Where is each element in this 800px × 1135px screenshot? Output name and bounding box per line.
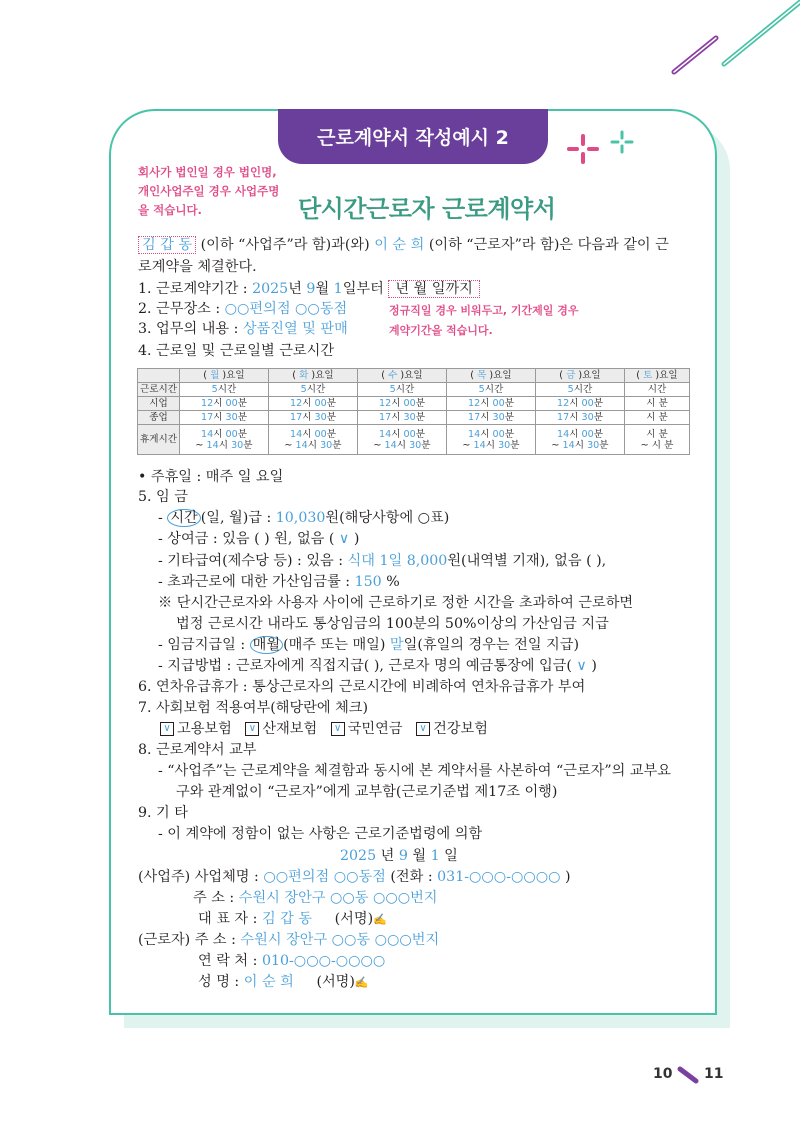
payday-text: (매주 또는 매일) — [283, 637, 390, 653]
table-row — [138, 397, 690, 411]
cell-unit: )요일 — [578, 370, 601, 381]
start-time-cell — [625, 397, 690, 411]
date-unit: 월 — [407, 848, 431, 864]
bonus-text: ) — [349, 531, 360, 547]
pen-icon: ✍ — [373, 913, 387, 926]
cell-unit: 분 — [658, 428, 668, 440]
cell-unit: 분 — [332, 439, 342, 451]
cell-unit: 시 — [480, 398, 490, 409]
cell-unit: )요일 — [489, 370, 512, 381]
cell-value: 화 — [299, 370, 309, 381]
cell-unit: 시 — [391, 428, 401, 440]
row-label: 시업 — [138, 397, 180, 411]
field-label: 대 표 자 : — [198, 911, 262, 927]
cell-unit: 분 — [326, 428, 337, 440]
cell-unit: 분 — [415, 412, 426, 423]
row-label: 휴게시간 — [138, 425, 180, 455]
cell-value: 12 — [200, 398, 214, 409]
overtime-rate — [158, 571, 400, 593]
end-time-cell — [536, 411, 625, 425]
address-value: 수원시 장안구 ○○동 ○○○번지 — [240, 932, 440, 948]
cell-value: 30 — [225, 412, 238, 423]
payday-text: 일(휴일의 경우는 전일 지급) — [403, 637, 579, 653]
insurance-label: 산재보험 — [262, 721, 318, 737]
cell-unit: )요일 — [655, 370, 678, 381]
period-note — [389, 301, 579, 341]
cell-unit: 시 — [485, 439, 496, 451]
address-value: 수원시 장안구 ○○동 ○○○번지 — [238, 890, 438, 906]
pay-method — [158, 655, 597, 677]
date-unit: 년 — [376, 848, 399, 864]
cell-unit: 분 — [593, 428, 604, 440]
section-title-tab — [278, 109, 548, 164]
document-title: 단시간근로자 근로계약서 — [298, 195, 556, 223]
method-text: - 지급방법 : 근로자에게 직접지급( ), 근로자 명의 예금통장에 입금( — [158, 658, 577, 674]
cell-value: 30 — [498, 439, 511, 451]
cell-unit: 시 — [396, 439, 407, 451]
circled-option: 매월 — [250, 636, 283, 654]
cell-unit: 분 — [415, 398, 426, 409]
table-row — [138, 369, 690, 383]
start-time-cell — [269, 397, 358, 411]
cell-value: 14 — [206, 439, 219, 451]
field-label: 성 명 : — [198, 974, 244, 990]
cell-value: 30 — [403, 412, 416, 423]
cell-value: 14 — [295, 439, 308, 451]
employee-name: 이 순 희 — [374, 237, 425, 253]
work-hours-cell — [358, 383, 447, 397]
date-day: 1 — [430, 848, 440, 864]
year-value: 2025 — [252, 281, 289, 297]
work-hours-cell — [536, 383, 625, 397]
cell-value: 5 — [478, 384, 485, 395]
cell-unit: 시간 — [647, 384, 667, 395]
cell-unit: 시 — [218, 439, 229, 451]
side-note — [138, 163, 298, 220]
cell-value: 14 — [289, 428, 303, 440]
cell-value: 14 — [200, 428, 214, 440]
month-value: 9 — [306, 281, 316, 297]
sign-label: (서명) — [316, 974, 355, 990]
day-header: ( 목 )요일 — [447, 369, 536, 383]
cell-value: 30 — [581, 412, 594, 423]
table-row — [138, 383, 690, 397]
dash: - — [158, 510, 168, 526]
cell-value: 00 — [581, 428, 594, 440]
field-label: (전화 : — [385, 869, 438, 885]
cell-unit: 시간 — [306, 384, 326, 395]
cell-unit: 분 — [664, 439, 674, 451]
start-time-cell — [180, 397, 269, 411]
cell-unit: 시 — [391, 412, 401, 423]
overtime-text: - 초과근로에 대한 가산임금률 : — [158, 574, 355, 590]
date-month: 9 — [398, 848, 408, 864]
break-time-cell: 14시 00분 ~ 14시 30분 — [536, 425, 625, 455]
cell-value: 12 — [467, 398, 481, 409]
cell-value: 금 — [566, 370, 576, 381]
work-hours-table — [137, 368, 690, 455]
cell-value: 14 — [467, 428, 481, 440]
employee-phone — [198, 950, 385, 972]
cell-unit: 분 — [504, 398, 515, 409]
end-time-cell — [625, 411, 690, 425]
side-note-line: 을 적습니다. — [138, 203, 202, 217]
unit-text: 일부터 — [342, 281, 384, 297]
cell-value: 30 — [231, 439, 244, 451]
cell-unit: 분 — [237, 428, 248, 440]
pen-icon: ✍ — [354, 976, 369, 989]
work-hours-cell — [447, 383, 536, 397]
employer-name: 김 갑 동 — [138, 236, 196, 254]
overtime-text: % — [381, 574, 400, 590]
day-value: 1 — [333, 281, 343, 297]
start-time-cell — [358, 397, 447, 411]
cell-unit: 시 — [646, 428, 656, 440]
wage-text: 원(해당사항에 ○표) — [325, 510, 450, 526]
cell-unit: 분 — [504, 428, 515, 440]
end-time-cell — [447, 411, 536, 425]
check-mark-icon: ∨ — [338, 531, 350, 547]
cell-value: 00 — [492, 428, 505, 440]
checkbox-icon[interactable]: ∨ — [160, 722, 174, 736]
day-header: ( 월 )요일 — [180, 369, 269, 383]
work-hours-cell — [180, 383, 269, 397]
side-note-line: 개인사업주일 경우 사업주명 — [138, 184, 280, 198]
item-wage: 5. 임 금 — [138, 489, 188, 505]
cell-value: 14 — [556, 428, 570, 440]
item-label: 3. 업무의 내용 : — [138, 321, 243, 337]
other-pay-text: 원(내역별 기재), 없음 ( ), — [447, 553, 607, 569]
field-label: (사업주) 사업체명 : — [138, 869, 264, 885]
cell-value: 00 — [314, 428, 327, 440]
cell-value: 월 — [210, 370, 220, 381]
cell-unit: 분 — [510, 439, 520, 451]
delivery-line-2: 구와 관계없이 “근로자”에게 교부함(근로기준법 제17조 이행) — [176, 784, 558, 800]
table-corner — [138, 369, 180, 383]
cell-unit: 시간 — [484, 384, 504, 395]
work-hours-cell — [625, 383, 690, 397]
cell-value: 00 — [314, 398, 327, 409]
cell-value: 30 — [587, 439, 600, 451]
item-workplace — [138, 298, 347, 320]
etc-line-1: - 이 계약에 정함이 없는 사항은 근로기준법령에 의함 — [158, 826, 483, 842]
meal-allowance: 식대 1일 8,000 — [347, 553, 448, 569]
cell-unit: 분 — [593, 398, 604, 409]
break-time-cell: 14시 00분 ~ 14시 30분 — [269, 425, 358, 455]
cell-value: 12 — [556, 398, 570, 409]
cell-unit: 시 — [391, 398, 401, 409]
cell-value: 5 — [389, 384, 396, 395]
other-pay — [158, 550, 606, 572]
cell-unit: 시 — [213, 428, 223, 440]
sign-label: (서명) — [334, 911, 374, 927]
cell-unit: 분 — [237, 412, 248, 423]
cell-value: 12 — [289, 398, 303, 409]
overtime-note-2: 법정 근로시간 내라도 통상임금의 100분의 50%이상의 가산임금 지급 — [176, 616, 609, 632]
cell-unit: 시 — [651, 439, 662, 451]
field-label: 연 락 처 : — [198, 953, 262, 969]
cell-unit: 시 — [646, 398, 656, 409]
cell-value: 토 — [643, 370, 653, 381]
cell-unit: 시 — [302, 412, 312, 423]
day-header: ( 수 )요일 — [358, 369, 447, 383]
representative-name: 김 갑 동 — [261, 911, 313, 927]
intro-line-2: 로계약을 체결한다. — [138, 259, 257, 275]
cell-unit: 분 — [326, 398, 337, 409]
start-time-cell — [536, 397, 625, 411]
cell-unit: 분 — [658, 412, 668, 423]
insurance-options — [160, 718, 488, 740]
contract-date — [340, 845, 458, 867]
job-value: 상품진열 및 판매 — [242, 321, 348, 337]
bonus-text: - 상여금 : 있음 ( ) 원, 없음 ( — [158, 531, 339, 547]
check-mark-icon: ∨ — [576, 658, 587, 674]
cell-value: 14 — [562, 439, 575, 451]
cell-unit: 분 — [237, 398, 248, 409]
page-number-right: 11 — [704, 1066, 724, 1082]
field-label: ) — [560, 869, 571, 885]
cell-value: 17 — [556, 412, 570, 423]
intro-text: (이하 “근로자”라 함)은 다음과 같이 근 — [424, 237, 669, 253]
row-label: 종업 — [138, 411, 180, 425]
cell-unit: 분 — [658, 398, 668, 409]
cell-unit: 시 — [307, 439, 318, 451]
section-title: 근로계약서 작성예시 2 — [317, 127, 509, 149]
break-time-cell: 14시 00분 ~ 14시 30분 — [180, 425, 269, 455]
period-note-line: 정규직일 경우 비워두고, 기간제일 경우 — [389, 304, 579, 317]
cell-unit: 시 — [302, 398, 312, 409]
workplace-value: ○○편의점 ○○동점 — [224, 301, 348, 317]
cell-value: 5 — [211, 384, 218, 395]
item-annual-leave: 6. 연차유급휴가 : 통상근로자의 근로시간에 비례하여 연차유급휴가 부여 — [138, 679, 586, 695]
table-row — [138, 411, 690, 425]
item-delivery: 8. 근로계약서 교부 — [138, 742, 257, 758]
cell-value: 30 — [492, 412, 505, 423]
cell-unit: 시 — [574, 439, 585, 451]
cell-unit: 분 — [593, 412, 604, 423]
cell-unit: 시 — [213, 398, 223, 409]
cell-value: 00 — [403, 428, 416, 440]
item-etc: 9. 기 타 — [138, 805, 188, 821]
circled-option: 시간 — [167, 509, 200, 527]
cell-unit: 시간 — [573, 384, 593, 395]
start-time-cell — [447, 397, 536, 411]
date-unit: 일 — [439, 848, 458, 864]
cell-value: 17 — [467, 412, 481, 423]
checkbox-icon[interactable]: ∨ — [331, 722, 345, 736]
work-hours-cell — [269, 383, 358, 397]
cell-value: 00 — [492, 398, 505, 409]
cell-value: 00 — [225, 428, 238, 440]
end-date-blank: 년 월 일까지 — [388, 280, 480, 298]
employer-business-name — [138, 866, 571, 888]
employer-representative — [198, 908, 387, 931]
end-time-cell — [358, 411, 447, 425]
employer-address — [193, 887, 438, 909]
cell-unit: 시 — [569, 412, 579, 423]
cell-value: 14 — [378, 428, 392, 440]
field-label: 주 소 : — [193, 890, 239, 906]
cell-unit: 시 — [302, 428, 312, 440]
payday-text: - 임금지급일 : — [158, 637, 250, 653]
overtime-note-1: ※ 단시간근로자와 사용자 사이에 근로하기로 정한 시간을 초과하여 근로하면 — [158, 595, 634, 611]
end-time-cell — [180, 411, 269, 425]
cell-value: 00 — [225, 398, 238, 409]
table-row — [138, 425, 690, 455]
payday-value: 말 — [389, 637, 404, 653]
cell-unit: 시간 — [217, 384, 237, 395]
item-label: 2. 근무장소 : — [138, 301, 225, 317]
overtime-value: 150 — [354, 574, 382, 590]
cell-value: 5 — [300, 384, 307, 395]
phone-value: 010-○○○-○○○○ — [261, 953, 386, 969]
cell-value: 17 — [200, 412, 214, 423]
unit-text: 년 — [288, 281, 307, 297]
cell-unit: 시 — [480, 428, 490, 440]
cell-value: 30 — [314, 412, 327, 423]
cell-unit: 분 — [504, 412, 515, 423]
other-pay-text: - 기타급여(제수당 등) : 있음 : — [158, 553, 348, 569]
wage-text: (일, 월)급 : — [200, 510, 276, 526]
day-header: ( 화 )요일 — [269, 369, 358, 383]
day-header: ( 금 )요일 — [536, 369, 625, 383]
cell-unit: )요일 — [311, 370, 334, 381]
cell-unit: 분 — [243, 439, 253, 451]
item-label: 1. 근로계약기간 : — [138, 281, 253, 297]
hourly-wage — [158, 507, 449, 529]
page-divider-icon — [677, 1066, 699, 1084]
cell-unit: 시간 — [395, 384, 415, 395]
cell-unit: 분 — [599, 439, 609, 451]
cell-unit: 시 — [646, 412, 656, 423]
checkbox-icon[interactable]: ∨ — [416, 722, 430, 736]
cell-unit: 시 — [480, 412, 490, 423]
day-header: ( 토 )요일 — [625, 369, 690, 383]
method-text: ) — [586, 658, 597, 674]
cell-value: 00 — [581, 398, 594, 409]
employee-name-row — [198, 971, 369, 994]
employee-name-value: 이 순 희 — [243, 974, 294, 990]
sparkle-icon — [565, 130, 640, 170]
employee-address — [138, 929, 439, 951]
break-time-cell: 시 분 ~ 시 분 — [625, 425, 690, 455]
insurance-label: 고용보험 — [177, 721, 232, 737]
cell-value: 12 — [378, 398, 392, 409]
cell-unit: 시 — [569, 398, 579, 409]
period-note-line: 계약기간을 적습니다. — [389, 324, 493, 337]
cell-unit: 시 — [213, 412, 223, 423]
cell-unit: 분 — [421, 439, 431, 451]
insurance-label: 국민연금 — [347, 721, 403, 737]
cell-value: 00 — [403, 398, 416, 409]
end-time-cell — [269, 411, 358, 425]
unit-text: 월 — [315, 281, 334, 297]
item-social-insurance: 7. 사회보험 적용여부(해당란에 체크) — [138, 700, 369, 716]
cell-value: 수 — [388, 370, 398, 381]
cell-value: 17 — [289, 412, 303, 423]
wage-amount: 10,030 — [275, 510, 326, 526]
page-number-left: 10 — [653, 1066, 673, 1082]
weekly-holiday: • 주휴일 : 매주 일 요일 — [138, 469, 284, 485]
cell-value: 30 — [409, 439, 422, 451]
cell-unit: )요일 — [400, 370, 423, 381]
cell-value: 14 — [384, 439, 397, 451]
item-contract-period — [138, 278, 480, 300]
item-work-hours: 4. 근로일 및 근로일별 근로시간 — [138, 343, 335, 359]
checkbox-icon[interactable]: ∨ — [245, 722, 259, 736]
item-job-description — [138, 318, 348, 340]
cell-value: 30 — [320, 439, 333, 451]
side-note-line: 회사가 법인일 경우 법인명, — [138, 165, 277, 179]
cell-value: 5 — [567, 384, 574, 395]
cell-value: 14 — [473, 439, 486, 451]
intro-line-1 — [138, 234, 669, 256]
pen-decoration-icon — [660, 0, 800, 80]
field-label: (근로자) 주 소 : — [138, 932, 241, 948]
delivery-line-1: - “사업주”는 근로계약을 체결함과 동시에 본 계약서를 사본하여 “근로자”의 교부요 — [158, 763, 671, 779]
pay-day — [158, 634, 579, 656]
cell-unit: 분 — [326, 412, 337, 423]
cell-unit: 시 — [569, 428, 579, 440]
break-time-cell: 14시 00분 ~ 14시 30분 — [447, 425, 536, 455]
business-phone: 031-○○○-○○○○ — [437, 869, 561, 885]
cell-unit: 분 — [415, 428, 426, 440]
intro-text: (이하 “사업주”라 함)과(와) — [196, 237, 375, 253]
cell-unit: )요일 — [222, 370, 245, 381]
break-time-cell: 14시 00분 ~ 14시 30분 — [358, 425, 447, 455]
row-label: 근로시간 — [138, 383, 180, 397]
date-year: 2025 — [340, 848, 377, 864]
insurance-label: 건강보험 — [433, 721, 488, 737]
bonus — [158, 528, 359, 550]
business-name: ○○편의점 ○○동점 — [263, 869, 386, 885]
cell-value: 목 — [477, 370, 487, 381]
cell-value: 17 — [378, 412, 392, 423]
